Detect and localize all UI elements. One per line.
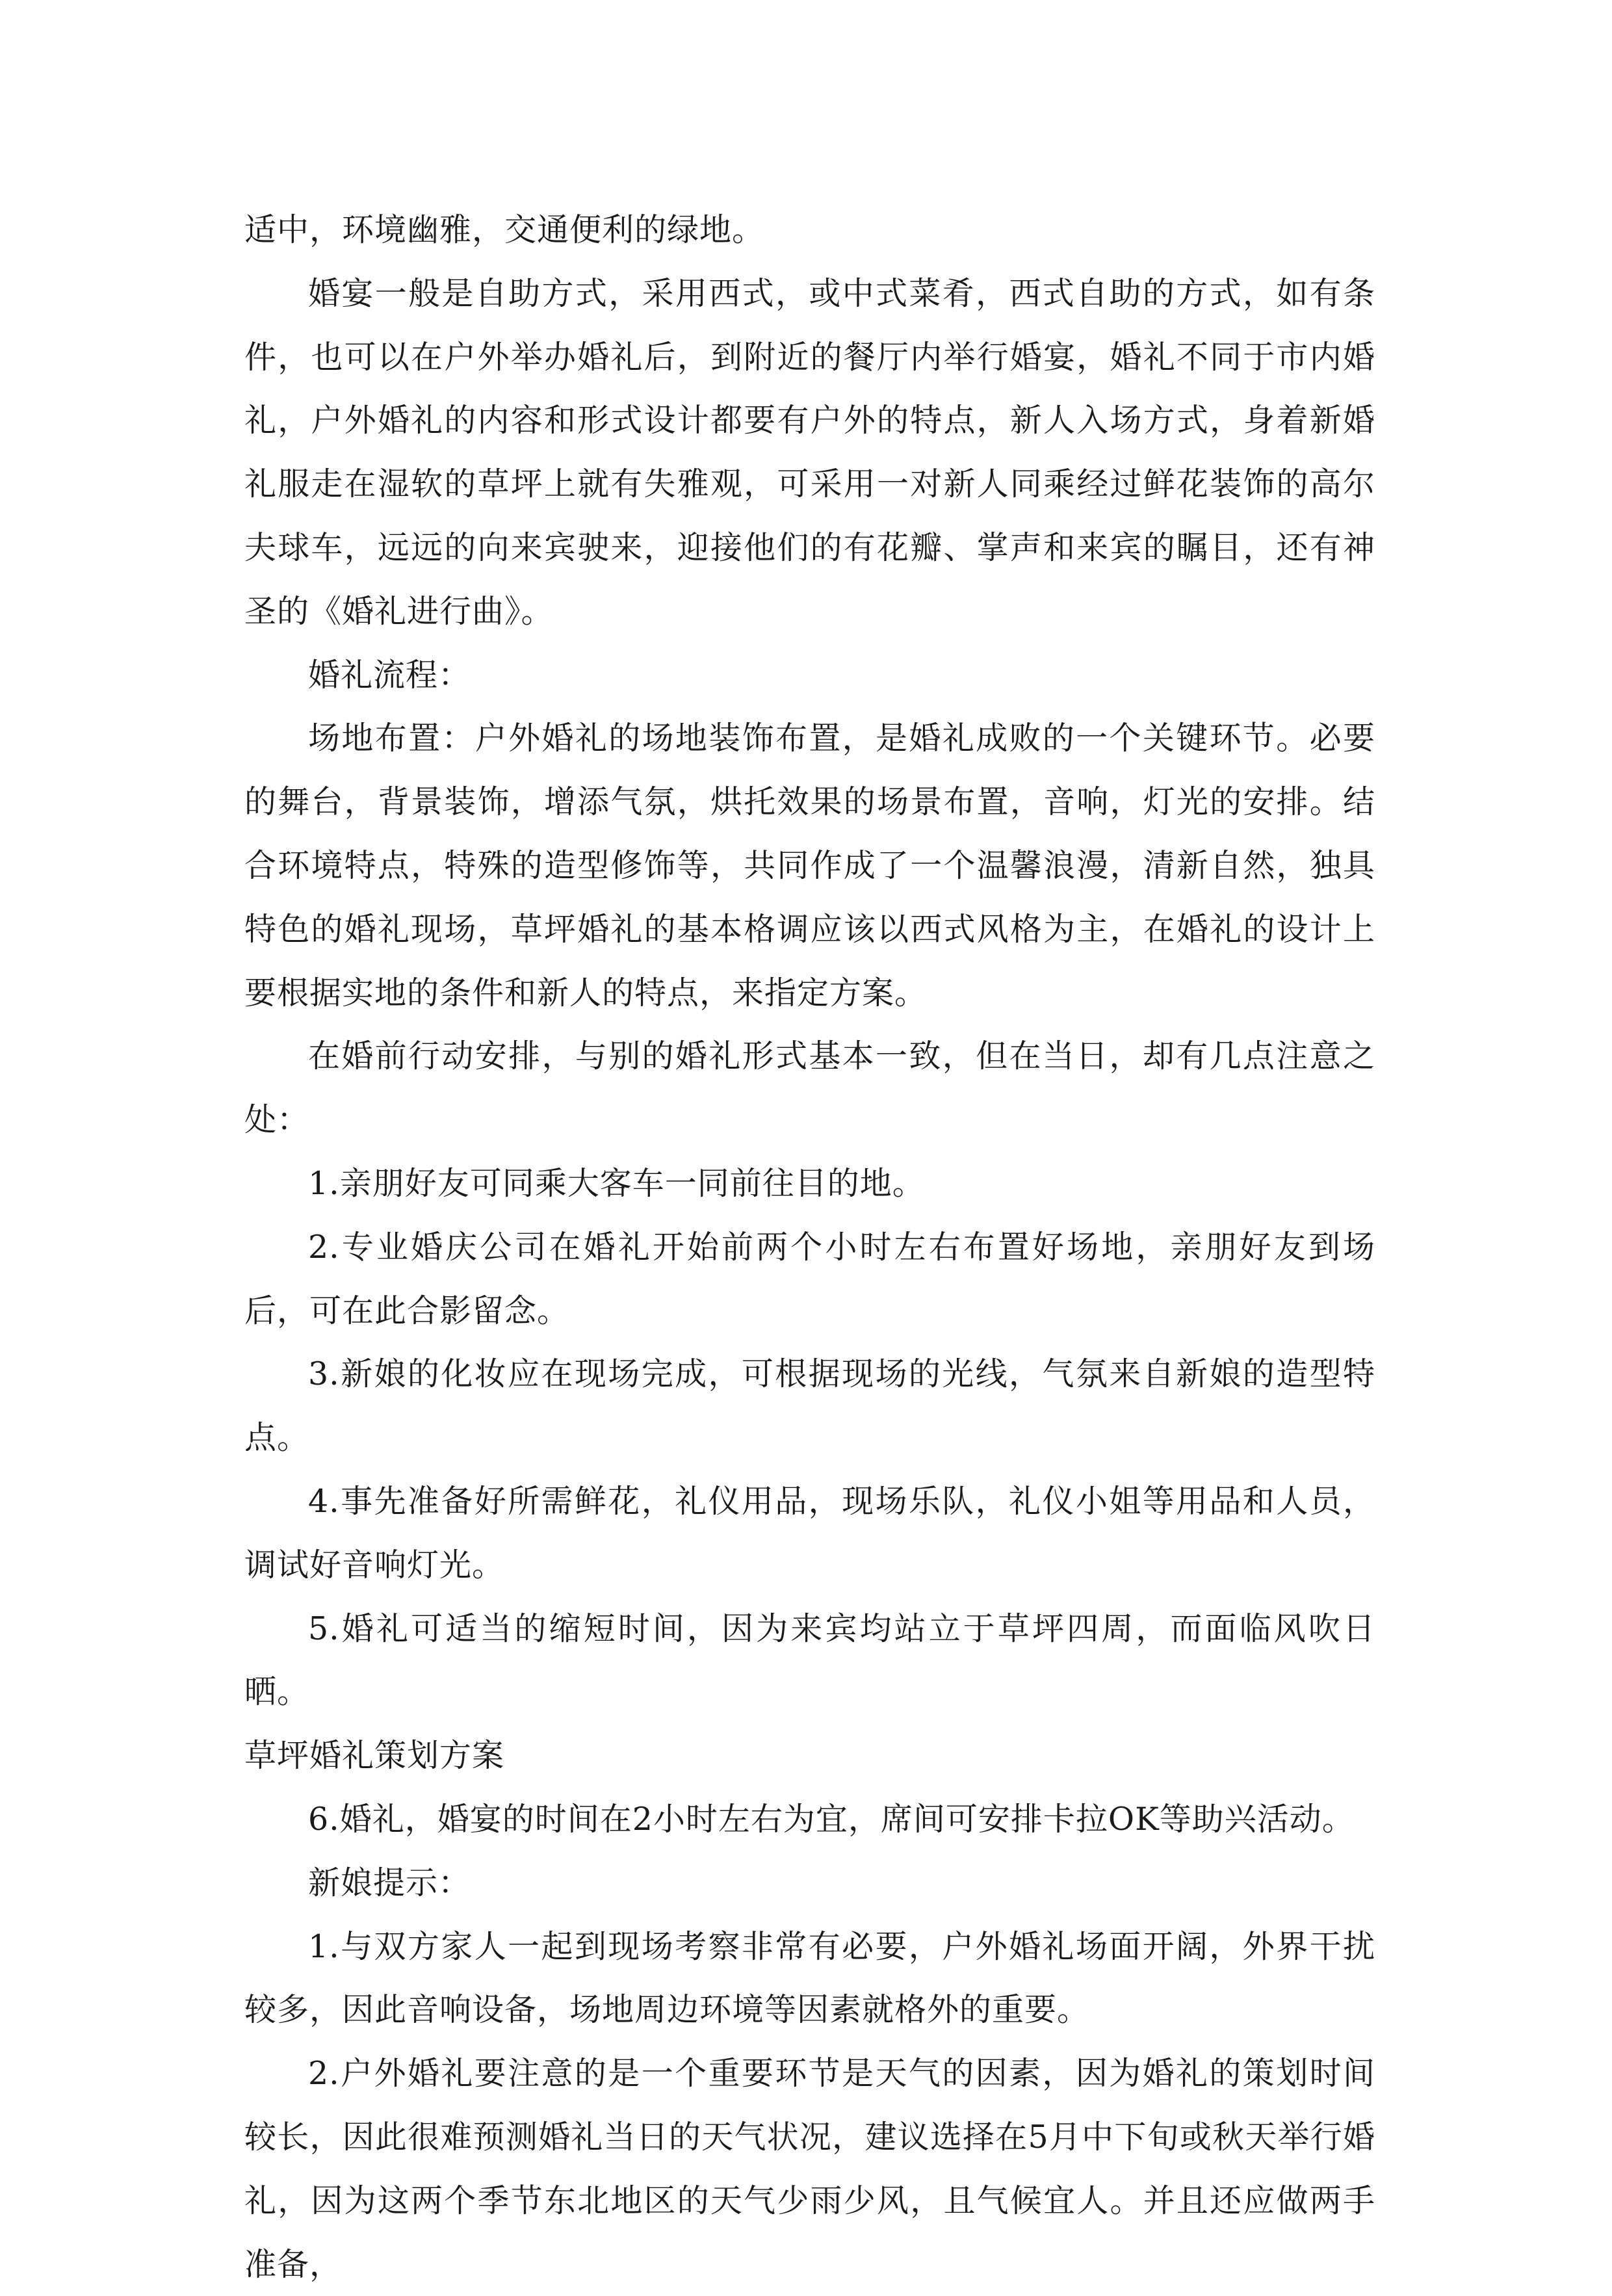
list-item: 5.婚礼可适当的缩短时间，因为来宾均站立于草坪四周，而面临风吹日晒。 bbox=[244, 1610, 1375, 1711]
list-item: 6.婚礼，婚宴的时间在2小时左右为宜，席间可安排卡拉OK等助兴活动。 bbox=[308, 1800, 1355, 1838]
paragraph-venue-setup: 场地布置：户外婚礼的场地装饰布置，是婚礼成败的一个关键环节。必要的舞台，背景装饰，增添气氛，烘托效果的场景布置，音响，灯光的安排。结合环境特点，特殊的造型修饰等，共同作成了一个温馨浪漫，清新自然，独具特色的婚礼现场，草坪婚礼的基本格调应该以西式风格为主，在婚礼的设计上要根据实地的条件和新人的特点，来指定方案。 bbox=[244, 720, 1375, 1011]
heading-bride-tips: 新娘提示： bbox=[308, 1864, 471, 1901]
list-item: 2.户外婚礼要注意的是一个重要环节是天气的因素，因为婚礼的策划时间较长，因此很难预测婚礼当日的天气状况，建议选择在5月中下旬或秋天举行婚礼，因为这两个季节东北地区的天气少雨少风，且气候宜人。并且还应做两手准备， bbox=[244, 2055, 1375, 2283]
paragraph-banquet: 婚宴一般是自助方式，采用西式，或中式菜肴，西式自助的方式，如有条件，也可以在户外举办婚礼后，到附近的餐厅内举行婚宴，婚礼不同于市内婚礼，户外婚礼的内容和形式设计都要有户外的特点，新人入场方式，身着新婚礼服走在湿软的草坪上就有失雅观，可采用一对新人同乘经过鲜花装饰的高尔夫球车，远远的向来宾驶来，迎接他们的有花瓣、掌声和来宾的瞩目，还有神圣的《婚礼进行曲》。 bbox=[244, 274, 1375, 630]
paragraph-day-notes: 在婚前行动安排，与别的婚礼形式基本一致，但在当日，却有几点注意之处： bbox=[244, 1037, 1375, 1139]
list-item: 4.事先准备好所需鲜花，礼仪用品，现场乐队，礼仪小姐等用品和人员，调试好音响灯光。 bbox=[244, 1482, 1375, 1584]
list-item: 3.新娘的化妆应在现场完成，可根据现场的光线，气氛来自新娘的造型特点。 bbox=[244, 1355, 1375, 1457]
list-item: 1.与双方家人一起到现场考察非常有必要，户外婚礼场面开阔，外界干扰较多，因此音响设备，场地周边环境等因素就格外的重要。 bbox=[244, 1927, 1375, 2029]
list-item: 2.专业婚庆公司在婚礼开始前两个小时左右布置好场地，亲朋好友到场后，可在此合影留念。 bbox=[244, 1228, 1375, 1329]
inline-title: 草坪婚礼策划方案 bbox=[244, 1737, 505, 1775]
document-body bbox=[244, 198, 1375, 2296]
heading-wedding-process: 婚礼流程： bbox=[308, 656, 471, 694]
list-item: 1.亲朋好友可同乘大客车一同前往目的地。 bbox=[308, 1164, 925, 1202]
paragraph-continuation: 适中，环境幽雅，交通便利的绿地。 bbox=[244, 211, 765, 248]
